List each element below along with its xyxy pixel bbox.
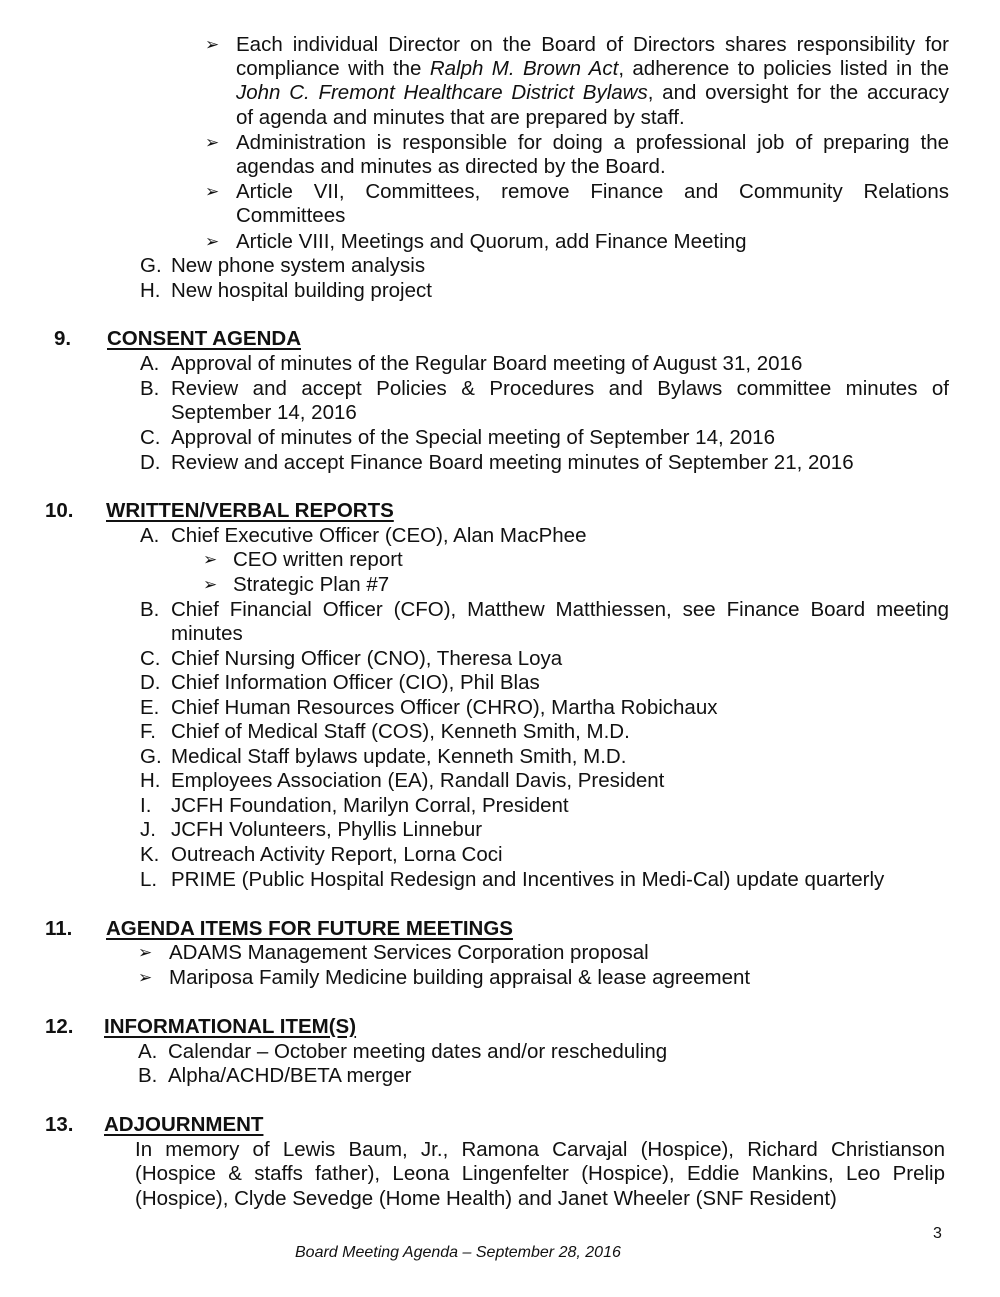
bullet-arrow-icon: ➢	[205, 133, 220, 152]
agenda-item: New phone system analysis	[171, 254, 426, 277]
section-number: 11.	[45, 917, 73, 940]
bullet-text-continued: John C. Fremont Healthcare District Bylaws, and oversight for the accuracy	[236, 81, 949, 104]
agenda-item: Chief Nursing Officer (CNO), Theresa Loya	[171, 647, 563, 670]
item-letter: I.	[140, 794, 152, 817]
bullet-arrow-icon: ➢	[203, 550, 218, 569]
section-heading: WRITTEN/VERBAL REPORTS	[106, 499, 394, 522]
agenda-item: New hospital building project	[171, 279, 432, 302]
bullet-arrow-icon: ➢	[138, 968, 153, 987]
agenda-item: Approval of minutes of the Regular Board meeting of August 31, 2016	[171, 352, 803, 375]
bullet-text-continued: Committees	[236, 204, 346, 227]
bullet-text: Article VII, Committees, remove Finance and Community Relations	[236, 180, 949, 203]
item-letter: E.	[140, 696, 160, 719]
item-letter: A.	[138, 1040, 158, 1063]
agenda-item-continued: September 14, 2016	[171, 401, 357, 424]
agenda-item: Approval of minutes of the Special meeting of September 14, 2016	[171, 426, 775, 449]
agenda-item: JCFH Volunteers, Phyllis Linnebur	[171, 818, 483, 841]
bullet-arrow-icon: ➢	[138, 943, 153, 962]
bullet-arrow-icon: ➢	[203, 575, 218, 594]
section-number: 12.	[45, 1015, 74, 1038]
agenda-item: Review and accept Finance Board meeting minutes of September 21, 2016	[171, 451, 854, 474]
agenda-item: Alpha/ACHD/BETA merger	[168, 1064, 412, 1087]
item-letter: F.	[140, 720, 156, 743]
agenda-item: Outreach Activity Report, Lorna Coci	[171, 843, 503, 866]
bullet-text: Administration is responsible for doing a professional job of preparing the	[236, 131, 949, 154]
agenda-item: Calendar – October meeting dates and/or rescheduling	[168, 1040, 668, 1063]
section-heading: ADJOURNMENT	[104, 1113, 264, 1136]
sub-bullet-text: Strategic Plan #7	[233, 573, 390, 596]
agenda-item: Employees Association (EA), Randall Davis, President	[171, 769, 665, 792]
agenda-item: Chief Information Officer (CIO), Phil Blas	[171, 671, 540, 694]
page-number: 3	[933, 1225, 942, 1242]
bullet-arrow-icon: ➢	[205, 232, 220, 251]
agenda-item-continued: minutes	[171, 622, 243, 645]
bullet-text-continued: compliance with the Ralph M. Brown Act, adherence to policies listed in the	[236, 57, 950, 80]
sub-bullet-text: CEO written report	[233, 548, 403, 571]
item-letter: H.	[140, 769, 161, 792]
agenda-item: Chief Human Resources Officer (CHRO), Martha Robichaux	[171, 696, 718, 719]
agenda-item: Chief of Medical Staff (COS), Kenneth Smith, M.D.	[171, 720, 630, 743]
bullet-text-continued: agendas and minutes as directed by the Board.	[236, 155, 666, 178]
agenda-item: Review and accept Policies & Procedures and Bylaws committee minutes of	[171, 377, 949, 400]
agenda-item: PRIME (Public Hospital Redesign and Incentives in Medi-Cal) update quarterly	[171, 868, 885, 891]
item-letter: H.	[140, 279, 161, 302]
agenda-item: Chief Executive Officer (CEO), Alan MacPhee	[171, 524, 587, 547]
section-number: 10.	[45, 499, 74, 522]
item-letter: C.	[140, 647, 161, 670]
item-letter: B.	[140, 377, 160, 400]
bullet-text: Article VIII, Meetings and Quorum, add Finance Meeting	[236, 230, 747, 253]
item-letter: C.	[140, 426, 161, 449]
bullet-text: ADAMS Management Services Corporation proposal	[169, 941, 649, 964]
section-number: 13.	[45, 1113, 74, 1136]
memorial-text: (Hospice & staffs father), Leona Lingenfelter (Hospice), Eddie Mankins, Leo Prelip	[135, 1162, 945, 1185]
item-letter: L.	[140, 868, 158, 891]
item-letter: G.	[140, 254, 162, 277]
bullet-arrow-icon: ➢	[205, 35, 220, 54]
item-letter: B.	[140, 598, 160, 621]
bullet-arrow-icon: ➢	[205, 182, 220, 201]
item-letter: A.	[140, 524, 160, 547]
item-letter: D.	[140, 451, 161, 474]
memorial-text: (Hospice), Clyde Sevedge (Home Health) and Janet Wheeler (SNF Resident)	[135, 1187, 837, 1210]
memorial-text: In memory of Lewis Baum, Jr., Ramona Carvajal (Hospice), Richard Christianson	[135, 1138, 945, 1161]
bullet-text: Each individual Director on the Board of Directors shares responsibility for	[236, 33, 949, 56]
agenda-item: Chief Financial Officer (CFO), Matthew Matthiessen, see Finance Board meeting	[171, 598, 949, 621]
section-heading: AGENDA ITEMS FOR FUTURE MEETINGS	[106, 917, 513, 940]
item-letter: J.	[140, 818, 156, 841]
section-number: 9.	[54, 327, 72, 350]
item-letter: D.	[140, 671, 161, 694]
agenda-item: Medical Staff bylaws update, Kenneth Smith, M.D.	[171, 745, 627, 768]
bullet-text: Mariposa Family Medicine building appraisal & lease agreement	[169, 966, 751, 989]
section-heading: INFORMATIONAL ITEM(S)	[104, 1015, 357, 1038]
page-footer: Board Meeting Agenda – September 28, 2016	[295, 1244, 621, 1261]
agenda-item: JCFH Foundation, Marilyn Corral, President	[171, 794, 569, 817]
section-heading: CONSENT AGENDA	[107, 327, 301, 350]
item-letter: A.	[140, 352, 160, 375]
item-letter: G.	[140, 745, 162, 768]
bullet-text-continued: of agenda and minutes that are prepared by staff.	[236, 106, 685, 129]
item-letter: B.	[138, 1064, 158, 1087]
item-letter: K.	[140, 843, 160, 866]
